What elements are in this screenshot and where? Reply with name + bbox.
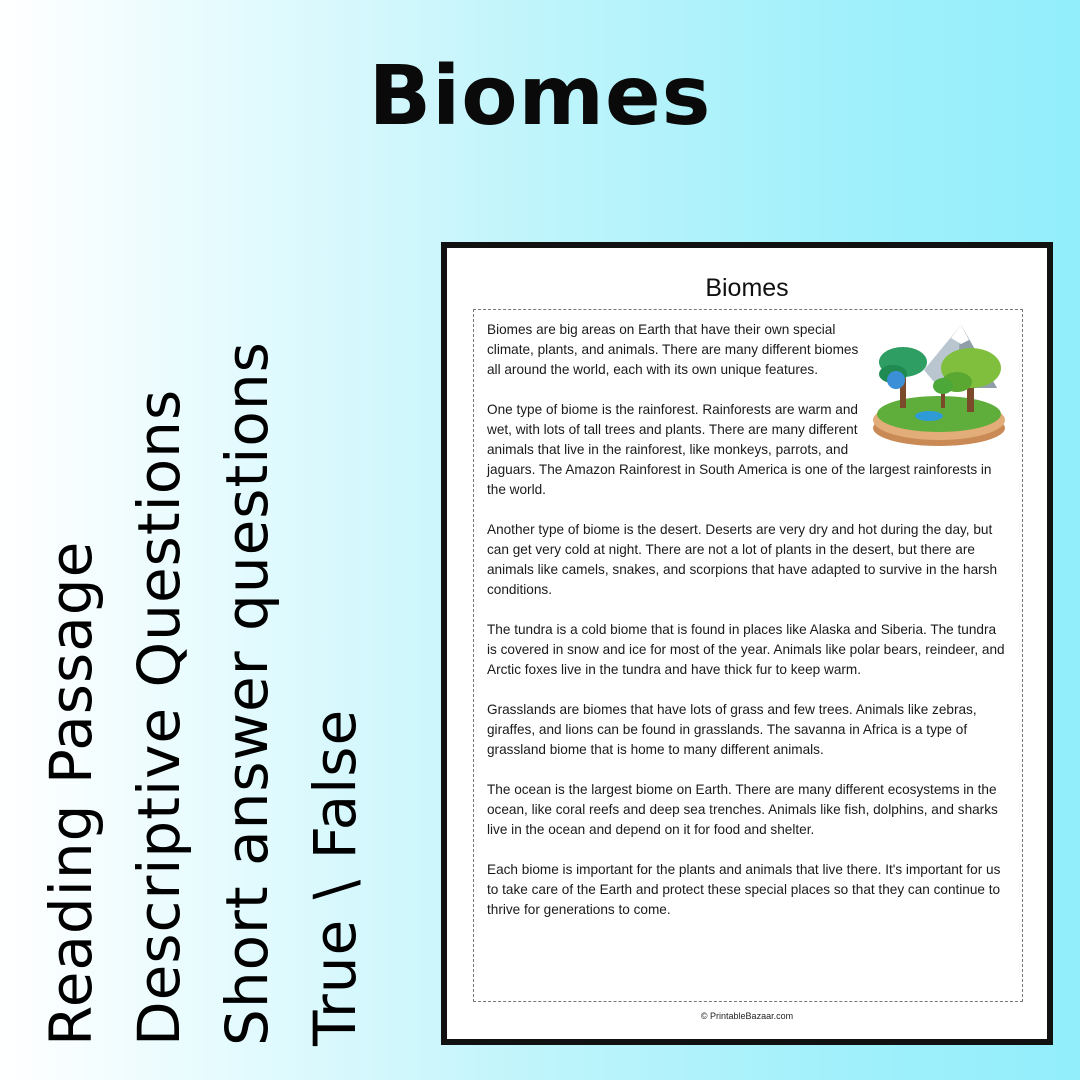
paragraph: The tundra is a cold biome that is found in places like Alaska and Siberia. The tundra is covered in snow and ice for most of the year. Animals like polar bears, reindeer, and Arctic foxes live in the tundra and have thick fur to keep warm.: [487, 622, 1005, 677]
paragraph: One type of biome is the rainforest. Rainforests are warm and wet, with lots of tall trees and plants. There are many different animals that live in the rainforest, like monkeys, parrots, and jaguars. The Amazon Rainforest in South America is one of the largest rainforests in the world.: [487, 402, 992, 497]
paragraph: Another type of biome is the desert. Deserts are very dry and hot during the day, but can get very cold at night. There are not a lot of plants in the desert, but there are animals like camels, snakes, and scorpions that have adapted to survive in the harsh conditions.: [487, 522, 998, 597]
page-title: Biomes: [368, 49, 712, 144]
paragraph: Each biome is important for the plants and animals that live there. It's important for us to take care of the Earth and protect these special places so that they can continue to thrive for generations to come.: [487, 862, 1001, 917]
label-reading-passage: Reading Passage: [37, 540, 105, 1046]
biome-island-illustration: [869, 320, 1009, 450]
paragraph: Grasslands are biomes that have lots of grass and few trees. Animals like zebras, giraffes, and lions can be found in grasslands. The savanna in Africa is a type of grassland biome that is home to many different animals.: [487, 702, 977, 757]
copyright-footer: © PrintableBazaar.com: [700, 1011, 794, 1021]
label-true-false: True \ False: [301, 708, 369, 1046]
paragraph: Biomes are big areas on Earth that have their own special climate, plants, and animals. There are many different biomes all around the world, each with its own unique features.: [487, 322, 859, 377]
worksheet-title: Biomes: [705, 274, 789, 302]
label-descriptive-questions: Descriptive Questions: [125, 388, 193, 1046]
reading-passage: [487, 320, 1009, 940]
paragraph: The ocean is the largest biome on Earth. There are many different ecosystems in the ocean, like coral reefs and deep sea trenches. Animals like fish, dolphins, and sharks live in the ocean and depend on it for food and shelter.: [487, 782, 998, 837]
passage-box: [473, 309, 1023, 1002]
label-short-answer-questions: Short answer questions: [213, 341, 281, 1046]
worksheet-preview: [441, 242, 1053, 1045]
